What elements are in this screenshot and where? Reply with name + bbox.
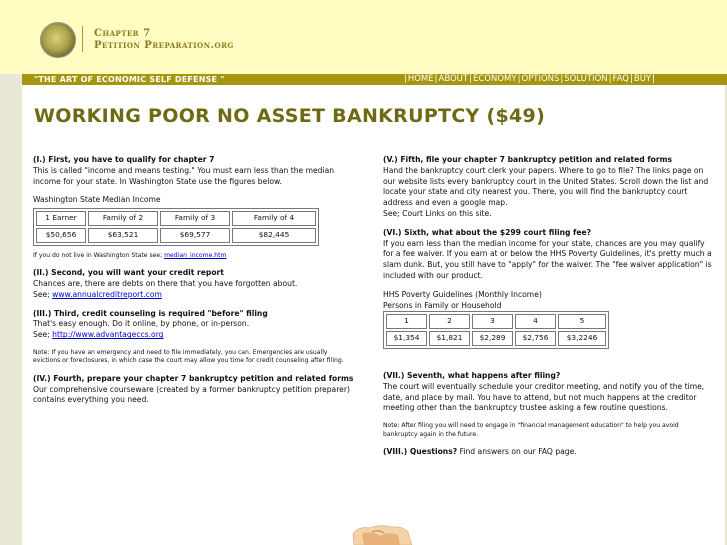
section-2-see — [33, 290, 355, 301]
spacer — [33, 260, 355, 268]
table-header-cell: 3 — [472, 314, 513, 329]
see-label: See; — [33, 330, 50, 340]
table-cell: $82,445 — [232, 228, 316, 243]
table-cell: $50,656 — [36, 228, 86, 243]
nav-options[interactable]: OPTIONS — [521, 74, 560, 84]
hhs-poverty-table — [383, 311, 609, 349]
hhs-subcaption: Persons in Family or Household — [383, 300, 502, 310]
spacer — [33, 301, 355, 309]
page-title: WORKING POOR NO ASSET BANKRUPTCY ($49) — [34, 105, 546, 127]
right-column — [383, 155, 713, 458]
main-nav: |HOME|ABOUT|ECONOMY|OPTIONS|SOLUTION|FAQ|BUY| — [403, 74, 655, 84]
not-wa-text: If you do not live in Washington State see; — [33, 251, 163, 259]
left-margin-bar — [0, 74, 22, 545]
table-cell: $63,521 — [88, 228, 158, 243]
spacer — [33, 341, 355, 349]
section-5-title: (V.) Fifth, file your chapter 7 bankruptcy petition and related forms — [383, 155, 673, 164]
site-header — [0, 0, 727, 74]
annualcreditreport-link[interactable]: www.annualcreditreport.com — [52, 289, 162, 299]
section-1-text: This is called "income and means testing." You must earn less than the median income for your state. In Washington State use the figures below. — [33, 165, 335, 186]
section-3-see — [33, 330, 355, 341]
table-header-cell: Family of 2 — [88, 211, 158, 226]
site-title-line1: Chapter 7 — [94, 28, 151, 39]
nav-about[interactable]: ABOUT — [438, 74, 469, 84]
spacer — [383, 349, 713, 371]
table-row — [36, 228, 316, 243]
spacer — [383, 414, 713, 422]
table-header-cell: 1 Earner — [36, 211, 86, 226]
section-6-title: (VI.) Sixth, what about the $299 court filing fee? — [383, 227, 592, 237]
section-5-text: Hand the bankruptcy court clerk your papers. Where to go to file? The links page on our website lists every bankruptcy court in the United States. Scroll down the list and locate your state and city nearest you. There, you will find the bankruptcy court address and even a google map. — [383, 165, 709, 208]
nav-solution[interactable]: SOLUTION — [564, 74, 608, 84]
us-map-image — [350, 520, 414, 545]
section-8-text: Find answers on our FAQ page. — [459, 446, 577, 456]
see-label: See; — [33, 289, 50, 299]
main-content — [22, 85, 725, 545]
table-row — [36, 211, 316, 226]
spacer — [383, 439, 713, 447]
table-header-cell: 2 — [429, 314, 470, 329]
wa-income-caption: Washington State Median Income — [33, 195, 161, 205]
nav-economy[interactable]: ECONOMY — [472, 74, 517, 84]
section-8 — [383, 447, 713, 458]
table-cell: $1,354 — [386, 331, 427, 346]
section-7-text: The court will eventually schedule your creditor meeting, and notify you of the time, date, and place by mail. You have to attend, but not much happens at the creditor meeting other than the bankruptcy trustee asking a few routine questions. — [383, 381, 705, 413]
financial-education-note: Note: After filing you will need to engage in "financial management education" to help you avoid bankruptcy again in the future. — [383, 422, 679, 438]
nav-home[interactable]: HOME — [407, 74, 434, 84]
median-income-link[interactable]: median_income.htm — [164, 251, 227, 259]
section-6-text: If you earn less than the median income for your state, chances are you may qualify for a fee waiver. If you earn at or below the HHS Poverty Guidelines, it's pretty much a slam dunk. But, you still have to "apply" for the waiver. The "fee waiver application" is included with our product. — [383, 238, 712, 280]
section-4-text: Our comprehensive courseware (created by a former bankruptcy petition preparer) contains everything you need. — [33, 384, 350, 405]
spacer — [33, 366, 355, 374]
section-4-title: (IV.) Fourth, prepare your chapter 7 bankruptcy petition and related forms — [33, 373, 354, 383]
site-logo[interactable] — [40, 22, 76, 58]
emergency-note: Note: If you have an emergency and need to file immediately, you can. Emergencies are usually evictions or foreclosures, in which case the court may allow you time for credit counseling after filing. — [33, 348, 344, 365]
table-header-cell: 1 — [386, 314, 427, 329]
section-3-text: That's easy enough. Do it online, by phone, or in-person. — [33, 319, 250, 329]
left-column — [33, 155, 355, 406]
table-row — [386, 331, 606, 346]
section-7-title: (VII.) Seventh, what happens after filing? — [383, 370, 561, 380]
table-cell: $3,2246 — [558, 331, 606, 346]
wa-income-table — [33, 208, 319, 246]
table-cell: $1,821 — [429, 331, 470, 346]
table-cell: $69,577 — [160, 228, 230, 243]
section-8-title: (VIII.) Questions? — [383, 446, 458, 456]
spacer — [383, 282, 713, 290]
logo-divider — [82, 26, 83, 52]
section-1-title: (I.) First, you have to qualify for chapter 7 — [33, 155, 215, 164]
table-header-cell: Family of 4 — [232, 211, 316, 226]
table-header-cell: Family of 3 — [160, 211, 230, 226]
table-header-cell: 4 — [515, 314, 556, 329]
nav-faq[interactable]: FAQ — [612, 74, 629, 84]
hhs-caption: HHS Poverty Guidelines (Monthly Income) — [383, 289, 542, 299]
table-row — [386, 314, 606, 329]
section-2-text: Chances are, there are debts on there that you have forgotten about. — [33, 278, 298, 288]
nav-buy[interactable]: BUY — [633, 74, 652, 84]
table-cell: $2,289 — [472, 331, 513, 346]
not-wa-note — [33, 252, 355, 260]
section-3-title: (III.) Third, credit counseling is required "before" filing — [33, 308, 268, 318]
spacer — [33, 187, 355, 195]
advantageccs-link[interactable]: http://www.advantageccs.org — [52, 330, 164, 340]
nav-bar — [22, 74, 727, 85]
site-title[interactable] — [94, 28, 234, 52]
table-cell: $2,756 — [515, 331, 556, 346]
table-header-cell: 5 — [558, 314, 606, 329]
section-2-title: (II.) Second, you will want your credit report — [33, 268, 224, 278]
spacer — [383, 220, 713, 228]
site-title-line2: Petition Preparation.org — [94, 40, 234, 51]
tagline: "THE ART OF ECONOMIC SELF DEFENSE " — [34, 75, 225, 84]
section-5-see: See; Court Links on this site. — [383, 208, 492, 218]
